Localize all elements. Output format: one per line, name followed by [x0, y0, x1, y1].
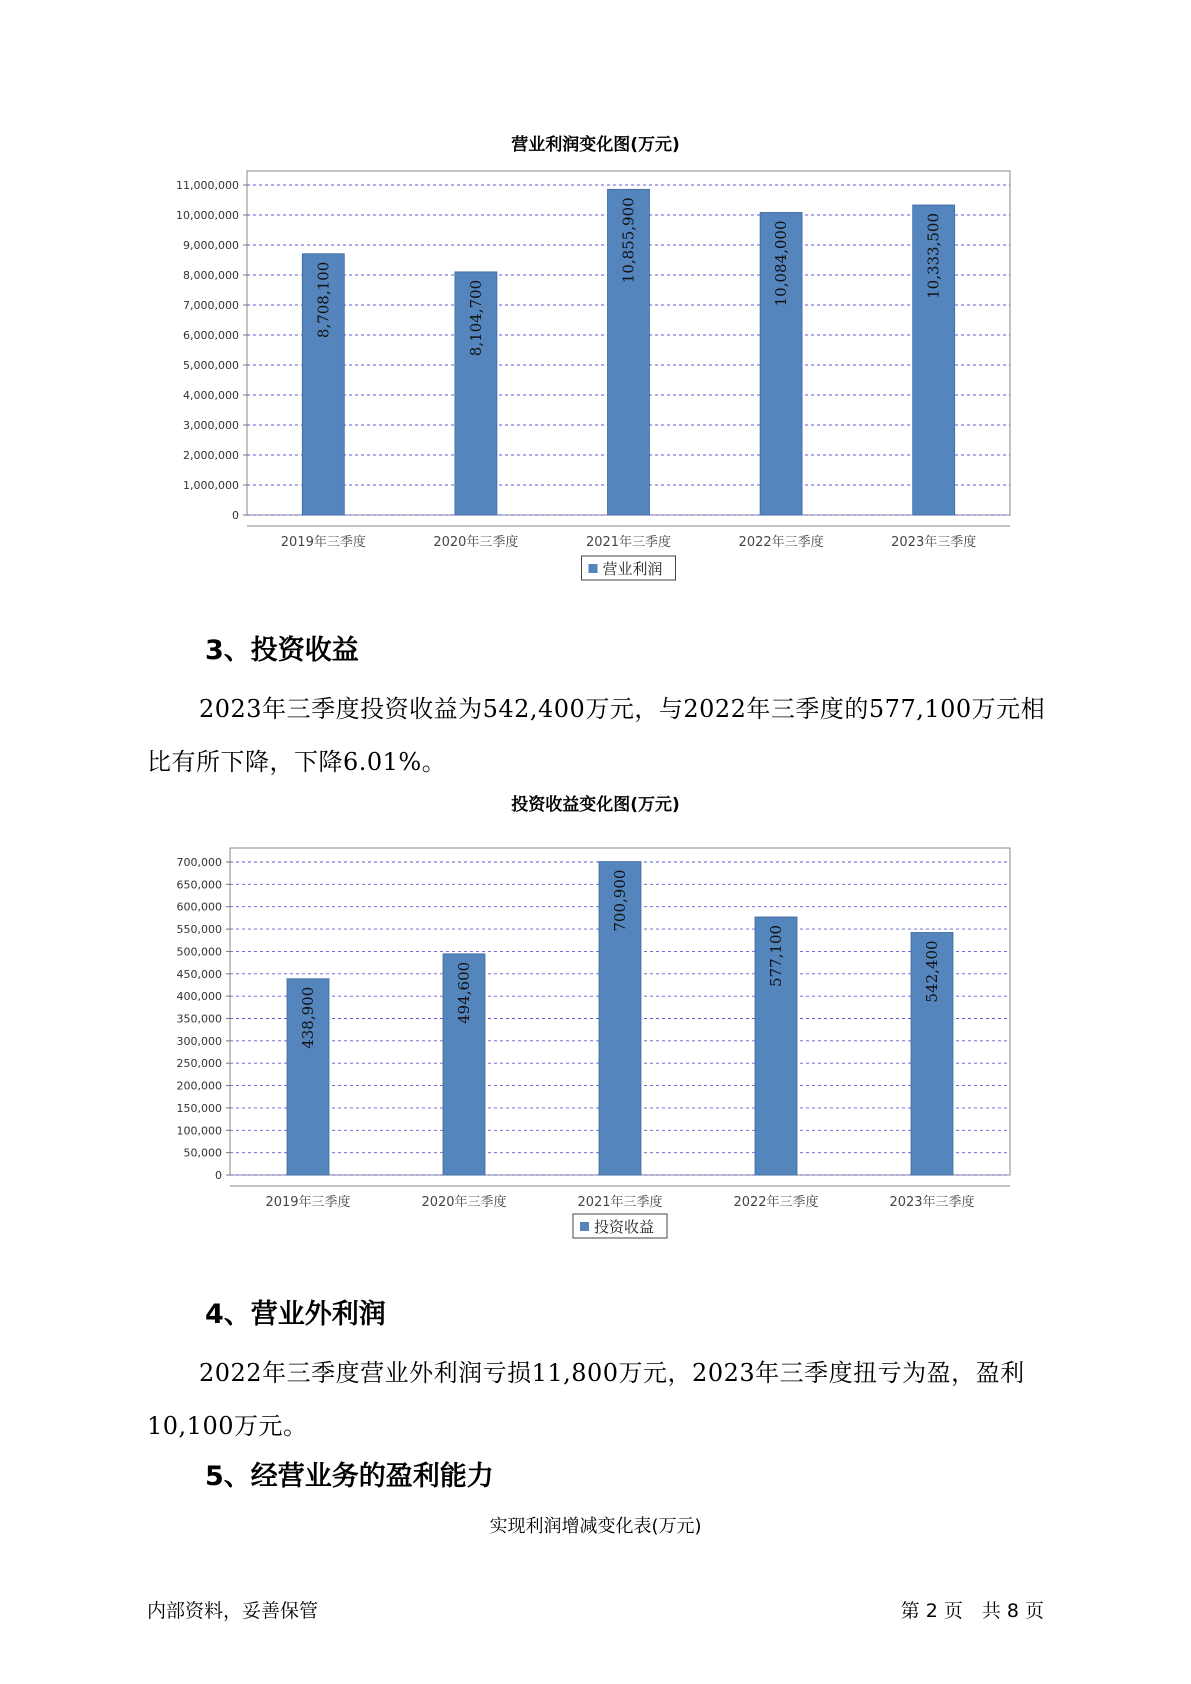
y-tick-label: 100,000 [176, 1124, 222, 1138]
bar-data-label: 700,900 [611, 869, 629, 932]
footer-confidential: 内部资料，妥善保管 [147, 1600, 319, 1622]
y-tick-label: 2,000,000 [183, 449, 239, 462]
y-tick-label: 9,000,000 [183, 239, 239, 252]
y-tick-label: 250,000 [176, 1057, 222, 1071]
y-tick-label: 10,000,000 [176, 209, 239, 222]
y-tick-label: 700,000 [176, 856, 222, 869]
section-heading-profitability: 5、经营业务的盈利能力 [205, 1461, 494, 1492]
x-category-label: 2021年三季度 [585, 535, 672, 550]
x-category-label: 2023年三季度 [891, 535, 977, 550]
legend [582, 556, 676, 580]
investment-income-chart [0, 790, 1191, 1245]
bar-data-label: 542,400 [923, 940, 941, 1003]
y-tick-label: 300,000 [176, 1034, 222, 1048]
x-category-label: 2019年三季度 [280, 535, 366, 550]
bar-data-label: 10,333,500 [924, 212, 943, 299]
chart-title: 营业利润变化图(万元) [511, 135, 680, 155]
footer-page-number: 第 2 页 共 8 页 [900, 1600, 1044, 1622]
investment-income-paragraph: 2023年三季度投资收益为542,400万元，与2022年三季度的577,100万元相比有所下降，下降6.01%。 [147, 695, 1046, 776]
y-tick-label: 400,000 [176, 990, 222, 1004]
y-tick-label: 0 [215, 1169, 222, 1182]
x-category-label: 2020年三季度 [421, 1195, 507, 1210]
x-category-label: 2019年三季度 [265, 1195, 351, 1210]
section-heading-non-operating-profit: 4、营业外利润 [205, 1299, 386, 1330]
y-tick-label: 8,000,000 [183, 269, 239, 282]
operating-profit-chart-svg [0, 130, 1191, 600]
x-category-label: 2021年三季度 [577, 1195, 663, 1210]
bar-data-label: 10,084,000 [772, 220, 791, 307]
section-heading-investment-income: 3、投资收益 [205, 635, 359, 666]
y-tick-label: 500,000 [176, 945, 222, 959]
y-tick-label: 550,000 [176, 923, 222, 937]
non-operating-profit-paragraph: 2022年三季度营业外利润亏损11,800万元，2023年三季度扭亏为盈，盈利10,100万元。 [147, 1359, 1025, 1440]
bar-data-label: 438,900 [299, 986, 317, 1049]
y-tick-label: 650,000 [176, 878, 222, 892]
x-category-label: 2020年三季度 [433, 535, 519, 550]
x-category-label: 2023年三季度 [889, 1195, 975, 1210]
bar-data-label: 10,855,900 [619, 197, 638, 284]
y-tick-label: 3,000,000 [183, 419, 239, 432]
y-tick-label: 6,000,000 [183, 329, 239, 342]
legend-swatch [580, 1222, 589, 1231]
y-tick-label: 50,000 [183, 1146, 222, 1160]
y-tick-label: 4,000,000 [183, 389, 239, 402]
y-tick-label: 0 [232, 509, 239, 522]
bar-data-label: 8,708,100 [314, 261, 333, 339]
legend-label: 投资收益 [594, 1218, 655, 1236]
legend [573, 1214, 667, 1238]
legend-label: 营业利润 [602, 560, 663, 578]
y-tick-label: 1,000,000 [183, 479, 239, 492]
bar-data-label: 494,600 [455, 961, 473, 1024]
x-category-label: 2022年三季度 [733, 1195, 819, 1210]
y-tick-label: 200,000 [176, 1079, 222, 1093]
y-tick-label: 450,000 [176, 967, 222, 981]
legend-swatch [589, 564, 598, 573]
y-tick-label: 150,000 [176, 1101, 222, 1115]
operating-profit-chart [0, 130, 1191, 600]
chart-title: 投资收益变化图(万元) [511, 795, 680, 815]
table-caption: 实现利润增减变化表(万元) [489, 1516, 702, 1537]
y-tick-label: 5,000,000 [183, 359, 239, 372]
y-tick-label: 7,000,000 [183, 299, 239, 312]
bar-data-label: 8,104,700 [466, 279, 485, 357]
y-tick-label: 11,000,000 [176, 179, 239, 192]
x-category-label: 2022年三季度 [738, 535, 824, 550]
y-tick-label: 600,000 [176, 900, 222, 914]
bar-data-label: 577,100 [767, 924, 785, 987]
y-tick-label: 350,000 [176, 1012, 222, 1026]
investment-income-chart-svg [0, 790, 1191, 1245]
